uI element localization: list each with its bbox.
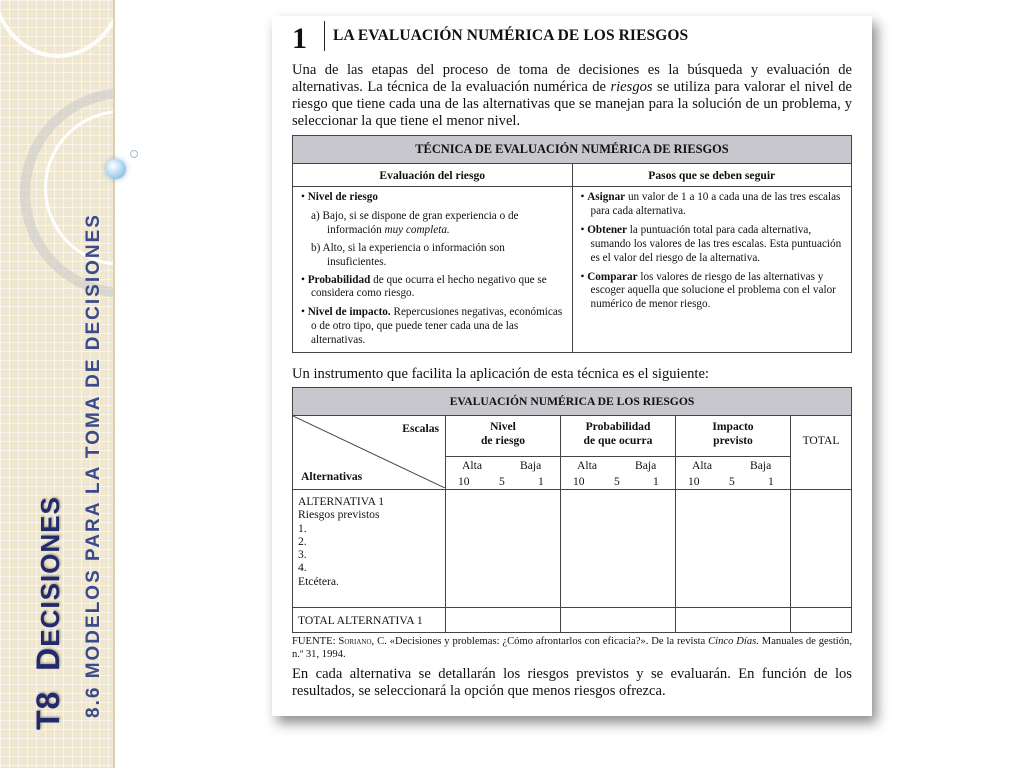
empty-score-cell xyxy=(676,490,791,608)
section-number: 1 xyxy=(292,22,307,55)
scale-cell: Alta Baja 10 5 1 xyxy=(676,457,791,490)
technique-table xyxy=(292,135,852,353)
list-item: a) Bajo, si se dispone de gran experiencia o de información muy completa. xyxy=(311,209,519,236)
evaluation-table-title: EVALUACIÓN NUMÉRICA DE LOS RIESGOS xyxy=(293,388,852,416)
risk-evaluation-cell xyxy=(293,187,573,353)
source-citation: FUENTE: Soriano, C. «Decisiones y problemas: ¿Cómo afrontarlos con eficacia?». De la revista Cinco Días. Manuales de gestión, n.º 31, 1994. xyxy=(292,636,852,660)
group-header-impact: Impacto previsto xyxy=(676,416,791,457)
evaluation-table xyxy=(292,387,852,633)
empty-total-cell xyxy=(791,490,852,608)
scales-label: Escalas xyxy=(402,422,439,435)
conclusion-paragraph: En cada alternativa se detallarán los riesgos previstos y se evaluarán. En función de los resultados, se seleccionará la opción que menos riesgos ofrezca. xyxy=(292,666,852,699)
slide-title: T8 DECISIONES xyxy=(30,496,66,730)
header-divider xyxy=(324,21,325,51)
diagonal-header-cell xyxy=(293,416,446,490)
decorative-bubble xyxy=(130,150,138,158)
group-header-risk-level: Nivel de riesgo xyxy=(446,416,561,457)
list-item: • Obtener la puntuación total para cada alternativa, sumando los valores de las tres escalas. Esta puntuación es el valor del riesgo de la alternativa. xyxy=(580,223,842,264)
total-alternative-label: TOTAL ALTERNATIVA 1 xyxy=(293,608,446,633)
list-item: • Asignar un valor de 1 a 10 a cada una de las tres escalas para cada alternativa. xyxy=(580,191,841,217)
column-header-steps: Pasos que se deben seguir xyxy=(572,164,852,187)
group-header-probability: Probabilidad de que ocurra xyxy=(561,416,676,457)
alternatives-label: Alternativas xyxy=(301,470,363,483)
empty-total-cell xyxy=(791,608,852,633)
column-header-evaluation: Evaluación del riesgo xyxy=(293,164,573,187)
scanned-page xyxy=(272,16,872,716)
intro-paragraph: Una de las etapas del proceso de toma de decisiones es la búsqueda y evaluación de alternativas. La técnica de la evaluación numérica de riesgos se utiliza para valorar el nivel de riesgo que tiene cada una de las alternativas que se manejan para la solución de un problema, y seleccionar la que tiene el menor nivel. xyxy=(292,62,852,129)
empty-score-cell xyxy=(561,490,676,608)
empty-score-cell xyxy=(446,608,561,633)
section-title: LA EVALUACIÓN NUMÉRICA DE LOS RIESGOS xyxy=(333,27,689,44)
technique-table-title: TÉCNICA DE EVALUACIÓN NUMÉRICA DE RIESGOS xyxy=(293,136,852,164)
alternative-cell: ALTERNATIVA 1 Riesgos previstos 1. 2. 3. 4. Etcétera. xyxy=(293,490,446,608)
slide-subtitle: 8.6 MODELOS PARA LA TOMA DE DECISIONES xyxy=(83,213,104,718)
decorative-bubble xyxy=(106,159,126,179)
sidebar-decoration xyxy=(0,0,115,768)
list-item: • Comparar los valores de riesgo de las alternativas y escoger aquella que solucione el problema con el valor numérico de menor riesgo. xyxy=(580,270,836,311)
empty-score-cell xyxy=(561,608,676,633)
list-item: • Nivel de impacto. Repercusiones negativas, económicas o de otro tipo, que puede tener cada una de las alternativas. xyxy=(301,306,563,347)
total-header: TOTAL xyxy=(791,416,852,490)
decorative-ring xyxy=(0,0,115,58)
scale-cell: Alta Baja 10 5 1 xyxy=(561,457,676,490)
scale-cell: Alta Baja 10 5 1 xyxy=(446,457,561,490)
empty-score-cell xyxy=(446,490,561,608)
list-item: b) Alto, si la experiencia o información son insuficientes. xyxy=(311,241,505,268)
list-item: • Probabilidad de que ocurra el hecho negativo que se considera como riesgo. xyxy=(301,273,547,300)
instrument-sentence: Un instrumento que facilita la aplicación de esta técnica es el siguiente: xyxy=(292,366,709,382)
empty-score-cell xyxy=(676,608,791,633)
steps-cell xyxy=(572,187,852,353)
list-item: • Nivel de riesgo xyxy=(301,191,378,203)
